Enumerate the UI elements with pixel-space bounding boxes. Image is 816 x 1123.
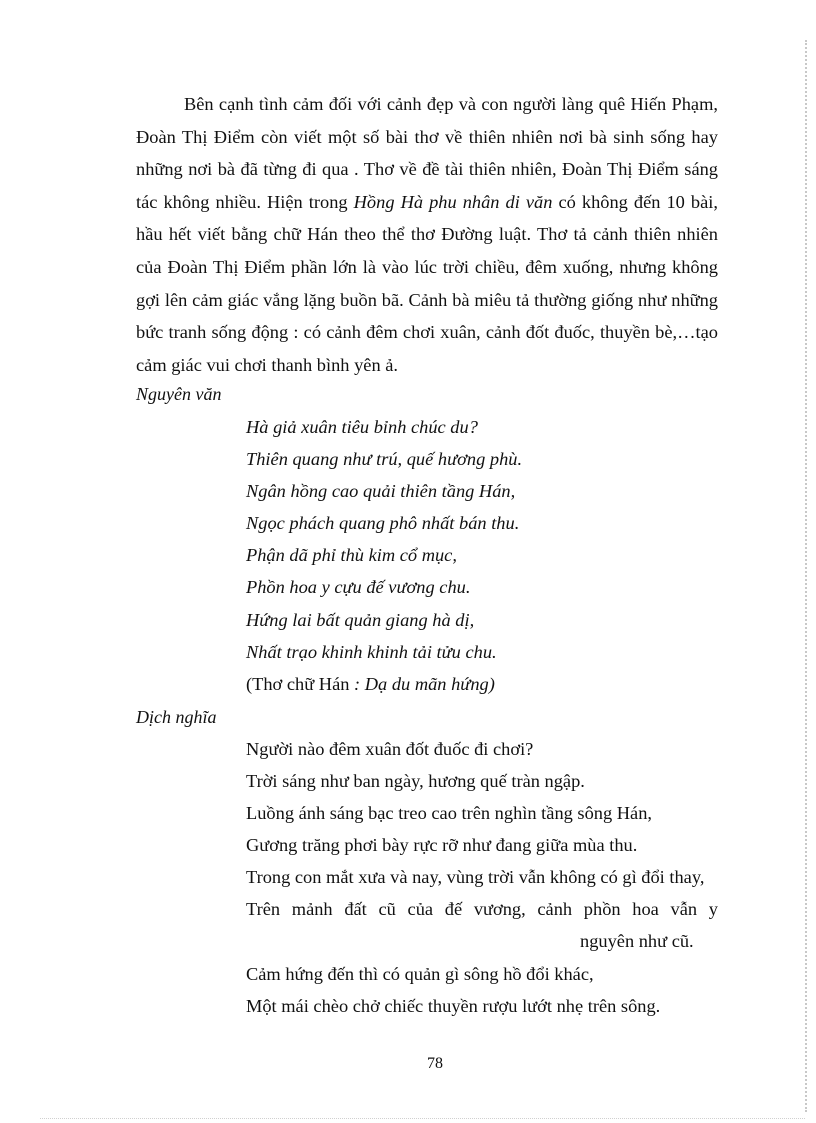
translation-line-5: Trong con mắt xưa và nay, vùng trời vẫn không có gì đổi thay,	[246, 867, 705, 887]
translation-line-7: Cảm hứng đến thì có quản gì sông hồ đổi khác,	[246, 964, 594, 984]
original-line-4: Ngọc phách quang phô nhất bán thu.	[246, 513, 520, 533]
original-line-3: Ngân hồng cao quải thiên tầng Hán,	[246, 481, 516, 501]
translation-line-3: Luồng ánh sáng bạc treo cao trên nghìn tầng sông Hán,	[246, 803, 653, 823]
translation-line-4: Gương trăng phơi bày rực rỡ như đang giữa mùa thu.	[246, 835, 638, 855]
translation-line-1: Người nào đêm xuân đốt đuốc đi chơi?	[246, 739, 534, 759]
book-title: Hồng Hà phu nhân di văn	[353, 191, 553, 212]
original-line-8: Nhất trạo khinh khinh tải tửu chu.	[246, 642, 497, 662]
original-line-1: Hà giả xuân tiêu bỉnh chúc du?	[246, 417, 478, 437]
page-border-right	[805, 40, 807, 1112]
intro-paragraph	[136, 88, 718, 381]
original-line-2: Thiên quang như trú, quế hương phù.	[246, 449, 523, 469]
paragraph-text-part1: Bên cạnh tình cảm đối với cảnh đẹp và con người làng quê Hiến Phạm, Đoàn Thị Điểm còn viết một số bài thơ về thiên nhiên nơi bà sinh sống hay những nơi bà đã từng đi qua . Thơ về đề tài thiên nhiên, Đoàn Thị Điểm sáng tác không nhiều. Hiện trong	[136, 94, 718, 212]
source-prefix: (Thơ chữ Hán	[246, 674, 350, 694]
page-number: 78	[427, 1055, 443, 1072]
translation-line-6: Trên mảnh đất cũ của đế vương, cảnh phồn hoa vẫn y	[246, 899, 718, 919]
original-line-6: Phồn hoa y cựu đế vương chu.	[246, 577, 471, 597]
original-source	[246, 674, 495, 695]
source-title: : Dạ du mãn hứng)	[349, 674, 495, 694]
original-line-5: Phận dã phỉ thù kim cổ mục,	[246, 545, 457, 565]
translation-line-6-continued: nguyên như cũ.	[580, 931, 694, 951]
original-line-7: Hứng lai bất quản giang hà dị,	[246, 610, 475, 630]
translation-line-2: Trời sáng như ban ngày, hương quế tràn ngập.	[246, 771, 585, 791]
page-border-bottom	[40, 1118, 805, 1119]
paragraph-text-part2: có không đến 10 bài, hầu hết viết bằng chữ Hán theo thể thơ Đường luật. Thơ tả cảnh thiên nhiên của Đoàn Thị Điểm phần lớn là vào lúc trời chiều, đêm xuống, nhưng không gợi lên cảm giác vắng lặng buồn bã. Cảnh bà miêu tả thường giống như những bức tranh sống động : có cảnh đêm chơi xuân, cảnh đốt đuốc, thuyền bè,…tạo cảm giác vui chơi thanh bình yên ả.	[136, 191, 718, 375]
translation-label: Dịch nghĩa	[136, 707, 217, 727]
original-label: Nguyên văn	[136, 384, 222, 404]
translation-line-8: Một mái chèo chở chiếc thuyền rượu lướt nhẹ trên sông.	[246, 996, 661, 1016]
